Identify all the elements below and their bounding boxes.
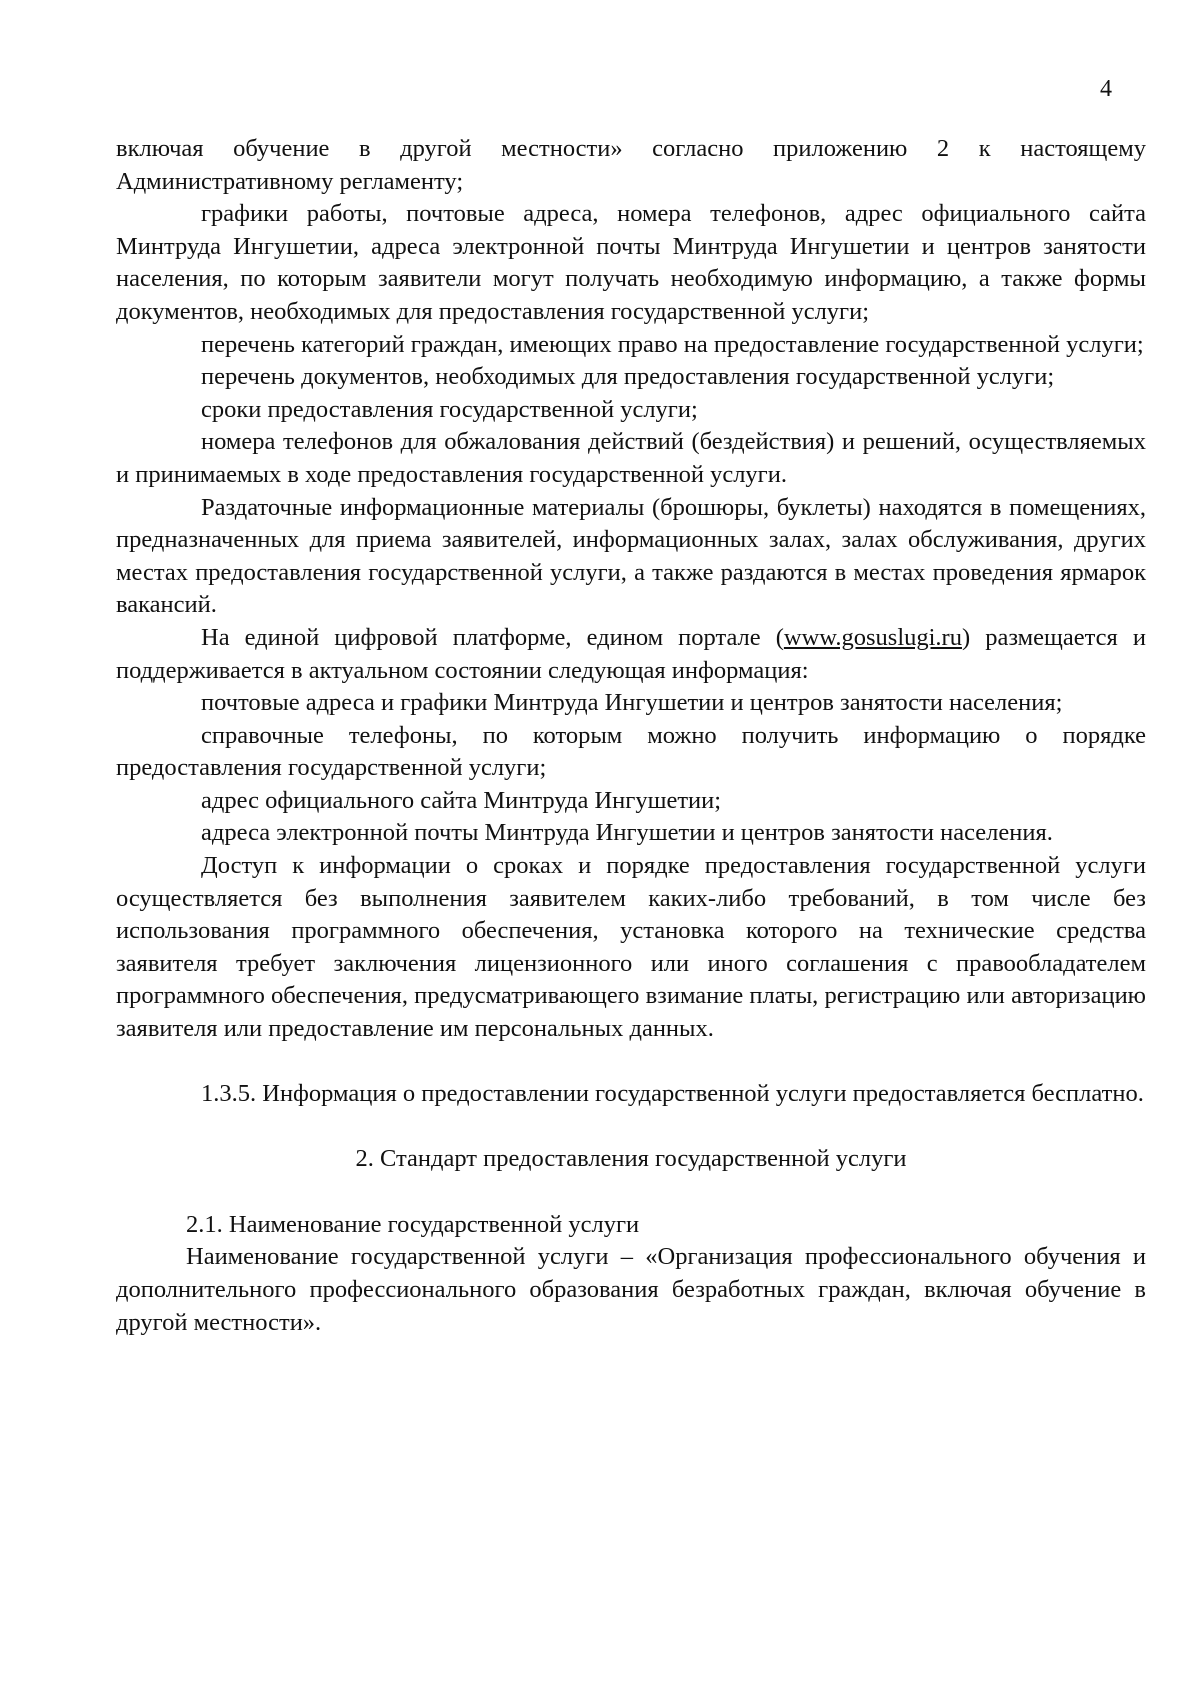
paragraph: Раздаточные информационные материалы (брошюры, буклеты) находятся в помещениях, предназначенных для приема заявителей, информационных залах, залах обслуживания, других местах предоставления государственной услуги, а также раздаются в местах проведения ярмарок вакансий.	[116, 493, 1146, 619]
gosuslugi-link[interactable]: www.gosuslugi.ru	[783, 623, 962, 651]
paragraph: Доступ к информации о сроках и порядке предоставления государственной услуги осуществляется без выполнения заявителем каких-либо требований, в том числе без использования программного обеспечения, установка которого на технические средства заявителя требует заключения лицензионного или иного соглашения с правообладателем программного обеспечения, предусматривающего взимание платы, регистрацию или авторизацию заявителя или предоставление им персональных данных.	[116, 852, 1146, 1043]
paragraph-with-link	[116, 622, 1146, 687]
paragraph: включая обучение в другой местности» согласно приложению 2 к настоящему Административному регламенту;	[116, 135, 1146, 195]
paragraph-text: На единой цифровой платформе, едином портале (	[201, 623, 784, 651]
paragraph: перечень документов, необходимых для предоставления государственной услуги;	[201, 363, 1055, 391]
paragraph: номера телефонов для обжалования действий (бездействия) и решений, осуществляемых и принимаемых в ходе предоставления государственной услуги.	[116, 428, 1146, 488]
paragraph: графики работы, почтовые адреса, номера телефонов, адрес официального сайта Минтруда Ингушетии, адреса электронной почты Минтруда Ингушетии и центров занятости населения, по которым заявители могут получать необходимую информацию, а также формы документов, необходимых для предоставления государственной услуги;	[116, 200, 1146, 325]
paragraph: справочные телефоны, по которым можно получить информацию о порядке предоставления государственной услуги;	[116, 721, 1146, 782]
section-heading: 2. Стандарт предоставления государственной услуги	[355, 1145, 907, 1173]
paragraph: адреса электронной почты Минтруда Ингушетии и центров занятости населения.	[201, 819, 1053, 847]
paragraph: перечень категорий граждан, имеющих право на предоставление государственной услуги;	[201, 330, 1144, 358]
paragraph: сроки предоставления государственной услуги;	[201, 395, 698, 423]
subsection-heading: 2.1. Наименование государственной услуги	[186, 1210, 640, 1238]
paragraph: 1.3.5. Информация о предоставлении государственной услуги предоставляется бесплатно.	[201, 1079, 1144, 1107]
paragraph: Наименование государственной услуги – «Организация профессионального обучения и дополнительного профессионального образования безработных граждан, включая обучение в другой местности».	[116, 1243, 1146, 1336]
document-body	[116, 133, 1146, 1339]
paragraph: почтовые адреса и графики Минтруда Ингушетии и центров занятости населения;	[201, 689, 1063, 717]
page-number: 4	[1100, 76, 1112, 102]
paragraph: адрес официального сайта Минтруда Ингушетии;	[201, 786, 722, 814]
paragraph-text: ) размещается и поддерживается в актуальном состоянии следующая информация:	[116, 623, 1146, 684]
